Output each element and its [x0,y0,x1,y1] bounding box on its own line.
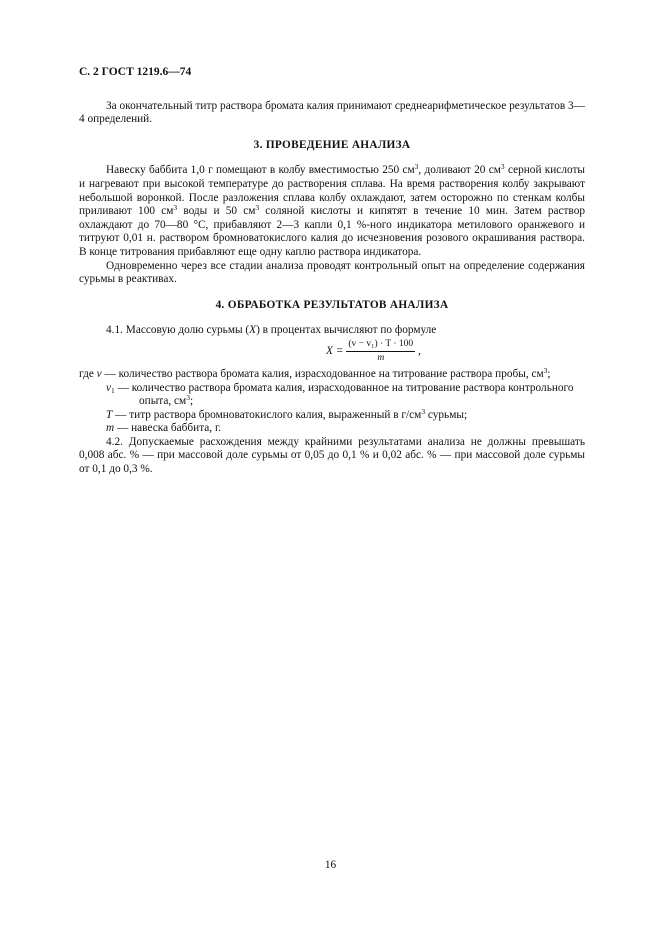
p1-part-b: , доливают 20 см [418,164,501,177]
clause-4-1 [79,324,585,338]
running-header: С. 2 ГОСТ 1219.6—74 [79,66,192,78]
variable-x: X [249,324,257,337]
clause-4-2: 4.2. Допускаемые расхождения между крайними результатами анализа не должны превышать 0,008 абс. % — при массовой доле сурьмы от 0,05 до 0,1 % и 0,02 абс. % — при массовой доле сурьмы от 0,1 до 0,3 %. [79,435,585,476]
definition-t-text: — титр раствора бромноватокислого калия, выраженный в г/см [112,408,422,421]
definitions-list [79,365,585,436]
p1-part-e: соляной кислоты и кипятят в течение 10 мин. Затем раствор охлаждают до 70—80 °С, прибавляют 2—3 капли 0,1 %-ного индикатора метилового оранжевого и титруют 0,01 н. раствором бромноватокислого калия до исчезновения розового окрашивания раствора. В конце титрования прибавляют еще одну каплю раствора индикатора. [79,205,585,258]
definition-v [79,365,585,382]
cm3-superscript: 3 [186,393,190,403]
definition-t [79,406,585,423]
p1-part-d: воды и 50 см [177,205,256,218]
p1-part-c: серной кислоты и нагревают при высокой температуре до растворения сплава. На время растворения колбу закрывают небольшой воронкой. После разложения сплава колбу охлаждают, затем осторожно по стенкам колбы приливают 100 см [79,164,585,218]
symbol-t: T [106,408,113,421]
formula-fraction [346,339,415,364]
definition-t-tail: сурьмы; [425,408,468,421]
cm3-superscript: 3 [255,203,260,213]
definition-m [79,422,585,436]
formula-tail: , [418,344,421,357]
section-4-title: 4. ОБРАБОТКА РЕЗУЛЬТАТОВ АНАЛИЗА [215,298,449,311]
definition-v1-cont-text: опыта, см [139,395,187,408]
definition-m-text: — навеска баббита, г. [114,422,222,435]
clause-4-1-part-a: 4.1. Массовую долю сурьмы ( [106,324,250,337]
section-3-paragraph-2: Одновременно через все стадии анализа проводят контрольный опыт на определение содержания сурьмы в реактивах. [79,259,585,286]
symbol-v1: v [106,381,112,394]
section-3-paragraph-1 [79,164,585,259]
p1-part-a: Навеску баббита 1,0 г помещают в колбу вместимостью 250 см [106,164,415,177]
formula-lhs: X = [326,344,344,357]
cm3-superscript: 3 [421,406,426,416]
semicolon: ; [189,395,194,408]
section-4-heading [79,299,585,313]
where-word: где [79,367,97,380]
section-3-heading [79,139,585,153]
section-3-title: 3. ПРОВЕДЕНИЕ АНАЛИЗА [253,138,411,151]
symbol-m: m [106,422,115,435]
formula-denominator: m [377,352,385,363]
cm3-superscript: 3 [414,162,419,172]
formula [79,339,585,364]
semicolon: ; [547,367,551,380]
cm3-superscript: 3 [173,203,178,213]
definition-v1-text: — количество раствора бромата калия, израсходованное на титрование раствора контрольного [114,381,574,394]
symbol-v1-subscript: 1 [111,385,115,395]
definition-v1-continuation [79,395,585,409]
document-page [79,66,585,477]
intro-paragraph: За окончательный титр раствора бромата калия принимают среднеарифметическое результатов 3—4 определений. [79,99,585,126]
definition-v-text: — количество раствора бромата калия, израсходованное на титрование раствора пробы, см [101,367,544,380]
symbol-v: v [96,367,102,380]
formula-numerator: (v − v₁) · T · 100 [346,339,415,352]
cm3-superscript: 3 [500,162,505,172]
clause-4-1-part-b: ) в процентах вычисляют по формуле [256,324,437,337]
definition-v1 [79,382,585,396]
cm3-superscript: 3 [543,365,548,375]
page-number: 16 [324,859,337,871]
